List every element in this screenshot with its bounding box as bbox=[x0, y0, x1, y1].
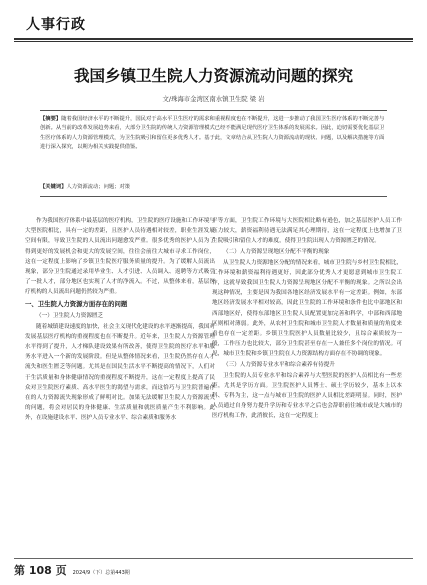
page-number: 第 108 页 bbox=[14, 564, 67, 577]
abstract-rule bbox=[40, 196, 387, 197]
section-tab: 人事行政 bbox=[26, 17, 86, 33]
issue-info: 2024/9（下）总第443期 bbox=[72, 570, 130, 576]
page-footer bbox=[14, 562, 130, 578]
header-rule-thin bbox=[14, 41, 413, 42]
body-paragraph: 卫生院的人员专业水平和综合素养与大型医院的医护人员相比有一些差距，尤其是学历方面。卫生院医护人员博士、硕士学历较少，基本上以本科、专科为主，这一点与城市卫生院的医护人员相比差距明显。同时，医护人员通过自身努力提升学历和专业水平之后也会辞职前往城市或是大城市的医疗机构工作，此消彼长，这在一定程度上 bbox=[212, 372, 402, 420]
subsection-heading: （三）人力资源专业水平和综合素养有待提升 bbox=[223, 361, 335, 368]
subsection-heading: （二）人力资源呈现地区分配不平衡的现象 bbox=[223, 248, 330, 255]
footer-rule bbox=[14, 558, 413, 559]
subsection-heading: （一）卫生院人力资源匮乏 bbox=[36, 312, 104, 319]
section-heading: 一、卫生院人力资源方面存在的问题 bbox=[25, 299, 128, 308]
header-rule bbox=[14, 38, 413, 40]
abstract-block bbox=[40, 110, 387, 153]
body-paragraph: 从卫生院人力资源地区分配的情况来看，城市卫生院与乡村卫生院相比，工作环境和薪资福利待遇更好，因此部分优秀人才更愿意到城市卫生院工作，这就导致我国卫生院人力资源呈现地区分配不平衡的现象。之所以会出现这种情况，主要是因为我国各地区经济发展水平有一定差距。例如，东部地区经济发展水平相对较高，因此卫生院的工作环境和条件也比中部地区和西部地区好，使得东部地区卫生院人员配置更加完善和科学，中部和西部地区则相对薄弱。此外，从农村卫生院和城市卫生院人才数量和质量的角度来看也存在一定差距。乡镇卫生院医护人员数量比较少，且综合素质较为一般，工作压力也比较大，部分卫生院甚至存在一人兼任多个岗位的情况。可见，城市卫生院和乡镇卫生院在人力资源结构方面存在不协调的现象。 bbox=[212, 259, 403, 358]
body-left-column bbox=[25, 216, 215, 424]
body-paragraph: 随着城镇建设速度的加快，社会主义现代化建设的水平逐渐提高，我国对发展基层医疗机构的重视程度也在不断提升。近年来，卫生院人力资源管理水平得到了提升，人才梯队建设效果有所改善，使得卫生院的医疗水平和服务水平进入一个新的发展阶段。但是从整体情况来看，卫生院仍然存在人才流失和医生匮乏等问题。尤其是在国民生活水平不断提高的情况下，人们对于生活质量和身体健康情况的重视程度不断提升，这在一定程度上提高了民众对卫生院医疗素质、高水平医生的渴望与需求，而这恰巧与卫生院普遍存在的人力资源流失现象形成了鲜明对比。加果无法缓解卫生院人力资源流失的问题，将会对居民的身体健康、生活质量和就医质量产生不利影响。此外，在设施建设水平、医护人员专业水平、综合素质和服务水 bbox=[25, 323, 216, 422]
body-paragraph: 平等方面，卫生院工作环境与大医院相比略有逊色，加之基层医护人员工作压力较大，薪资福利待遇无法满足其心理期待，这在一定程度上也增加了卫生院吸引和留住人才的难度，使得卫生院出现人力资源匮乏的情况。 bbox=[212, 218, 402, 245]
body-paragraph: 作为我国医疗体系中最基层的医疗机构，卫生院的医疗设施和工作环境与大型医院相比，具有一定的差距，且医护人员待遇相对较差，职业生涯发展空间有限，导致卫生院的人员流出问题愈发严重。很多优秀的医护人员为了得到更好的发展机会和更大的发展空间，往往会前往大城市寻求工作岗位，这在一定程度上影响了乡镇卫生院医疗服务质量的提升。为了缓解人员流出现象，部分卫生院通过录用毕业生、人才引进、人员调入、返聘等方式吸引了一批人才，部分地区也实现了人才的净流入。不过，从整体来看，基层医疗机构的人员流出问题仍然较为严重。 bbox=[25, 218, 216, 296]
keywords-block bbox=[40, 183, 387, 192]
body-right-column bbox=[212, 216, 402, 422]
keywords-label: 【关键词】 bbox=[40, 184, 67, 190]
keywords-text: 人力资源流动；问题；对策 bbox=[66, 184, 131, 190]
article-byline: 文/珠海市金湾区南水镇卫生院 梁 岩 bbox=[162, 95, 265, 103]
article-title: 我国乡镇卫生院人力资源流动问题的探究 bbox=[73, 66, 353, 85]
abstract-label: 【摘要】 bbox=[40, 116, 62, 122]
abstract-text: 随着我国经济水平的不断提升，国民对于高水平卫生医疗的需求和重视程度也在不断提升，这进一步推动了我国卫生医疗体系的不断完善与创新。从当前的改革发展趋势来看，大部分卫生院的传统人力资源管理模式已经不能满足现代医疗卫生体系的发展需求。因此，迫切需要优化基层卫生医疗体系的人力资源管理模式，为卫生院吸引和留住更多优秀人才。基于此，文章结合从卫生院人力资源流动的现状、问题，以及解决措施等方面进行深入探究，以期为相关实践提供借鉴。 bbox=[40, 116, 385, 151]
